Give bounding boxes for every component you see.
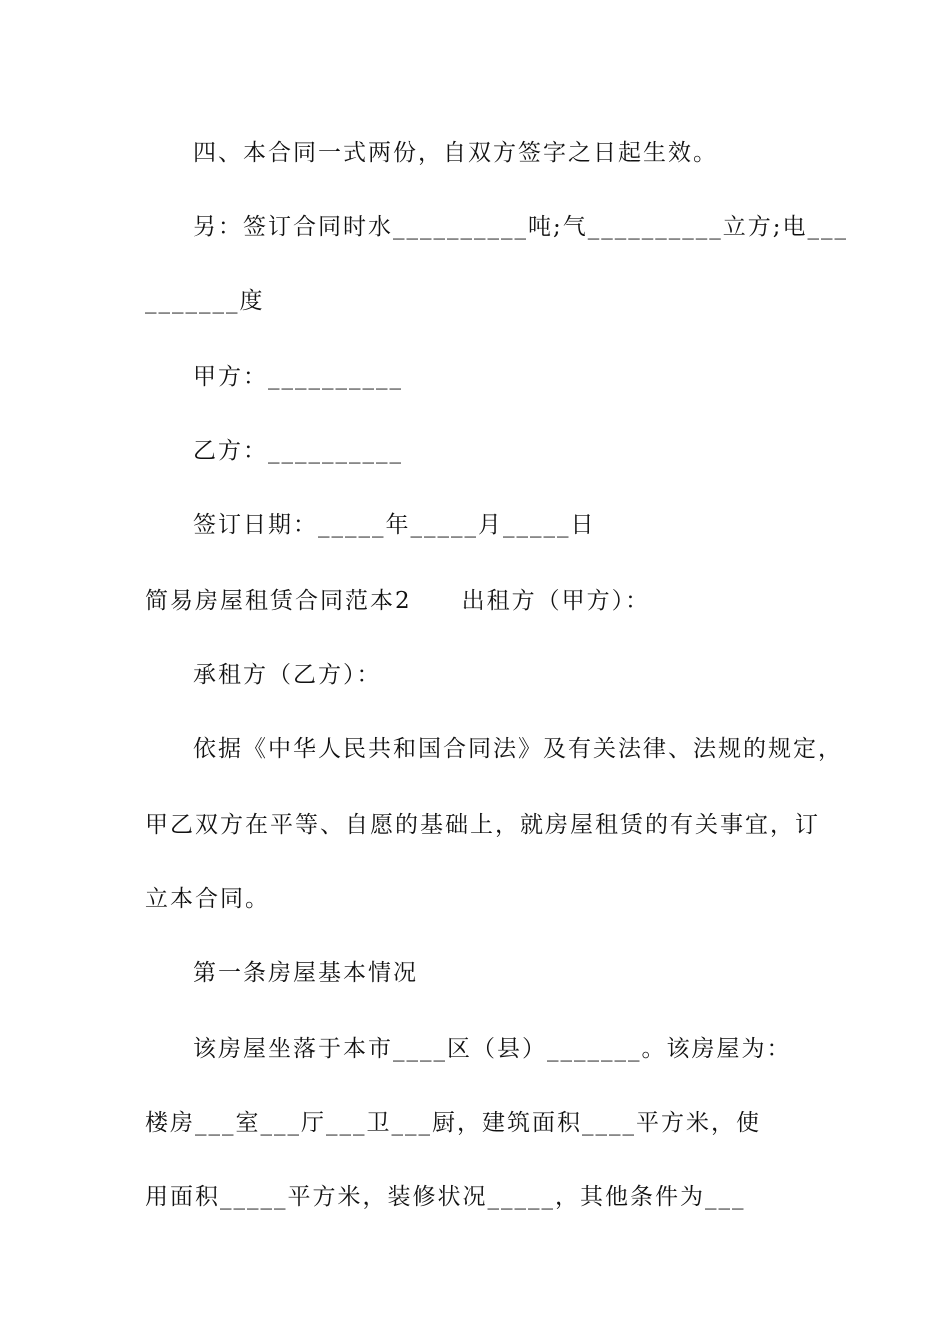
preamble-line-3: 立本合同。 (145, 886, 270, 912)
house-location-line: 该房屋坐落于本市____区（县）_______。该房屋为： (193, 1036, 792, 1062)
utilities-line: 另：签订合同时水__________吨;气__________立方;电___ (193, 214, 848, 240)
article-one-heading: 第一条房屋基本情况 (193, 960, 418, 986)
template-title-lessor: 简易房屋租赁合同范本2 出租方（甲方）： (145, 588, 651, 614)
house-layout-line: 楼房___室___厅___卫___厨，建筑面积____平方米，使 (145, 1110, 761, 1136)
preamble-line-1: 依据《中华人民共和国合同法》及有关法律、法规的规定， (193, 736, 843, 762)
party-a-signature: 甲方：__________ (193, 364, 403, 390)
usable-area-line: 用面积_____平方米，装修状况_____，其他条件为___ (145, 1184, 746, 1210)
preamble-line-2: 甲乙双方在平等、自愿的基础上，就房屋租赁的有关事宜，订 (145, 812, 820, 838)
party-b-signature: 乙方：__________ (193, 438, 403, 464)
signing-date: 签订日期：_____年_____月_____日 (193, 512, 596, 538)
lessee-line: 承租方（乙方）： (193, 662, 382, 688)
utilities-line-continued: _______度 (145, 288, 265, 314)
clause-four: 四、本合同一式两份，自双方签字之日起生效。 (193, 140, 718, 166)
